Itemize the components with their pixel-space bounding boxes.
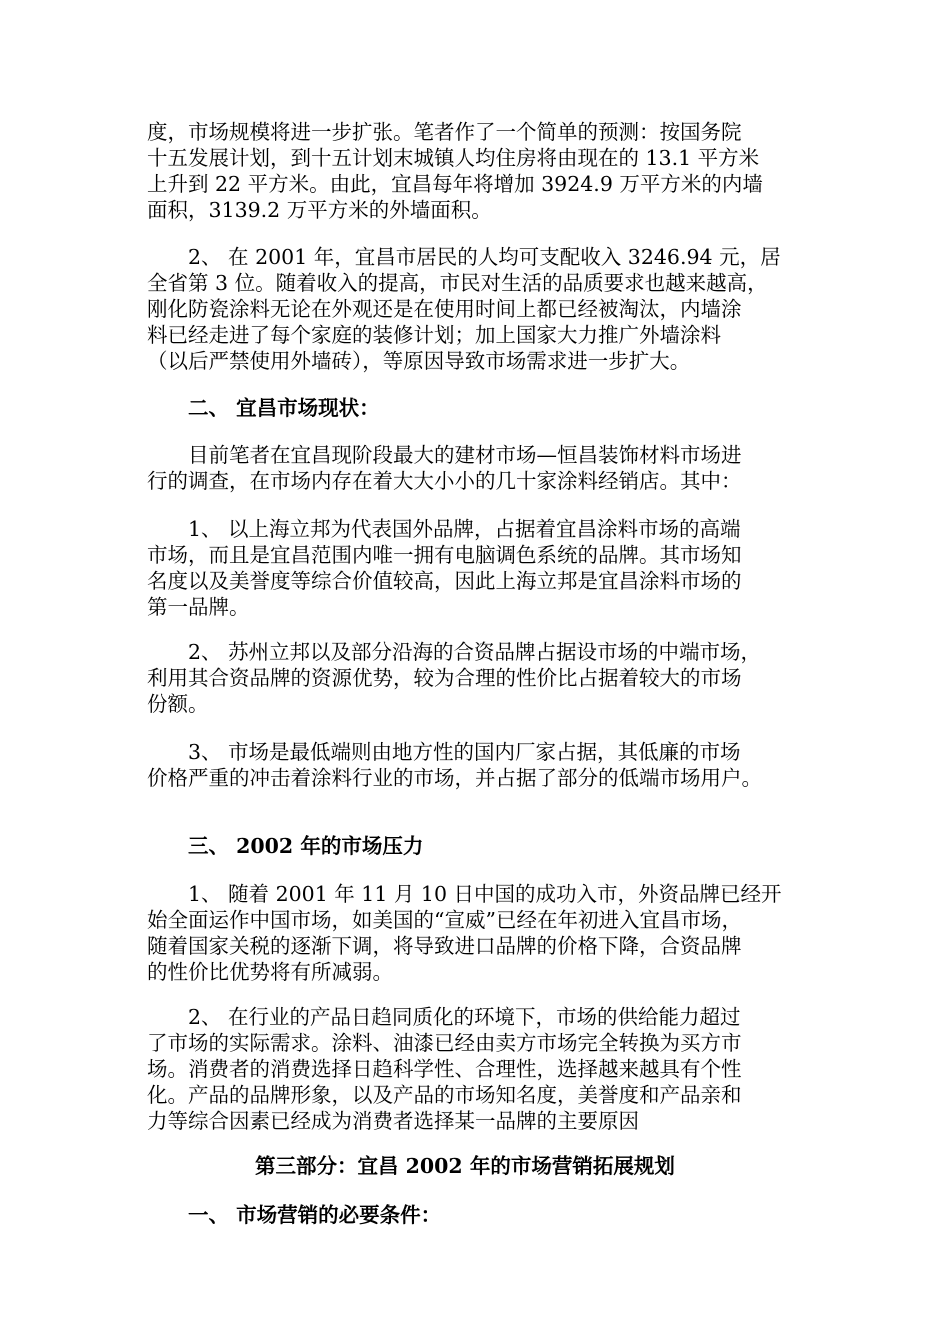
paragraph-line: 料已经走进了每个家庭的装修计划；加上国家大力推广外墙涂料 [147, 323, 721, 347]
paragraph-line: 场。消费者的消费选择日趋科学性、合理性，选择越来越具有个性 [147, 1057, 742, 1081]
paragraph-line: 份额。 [147, 692, 209, 716]
paragraph-line: 力等综合因素已经成为消费者选择某一品牌的主要原因 [147, 1109, 639, 1133]
paragraph-line: 了市场的实际需求。涂料、油漆已经由卖方市场完全转换为买方市 [147, 1031, 742, 1055]
paragraph-line: 3、 市场是最低端则由地方性的国内厂家占据，其低廉的市场 [147, 740, 741, 764]
paragraph-line: 的性价比优势将有所减弱。 [147, 960, 393, 984]
paragraph-line: 全省第 3 位。随着收入的提高，市民对生活的品质要求也越来越高， [147, 271, 768, 295]
paragraph-line: 1、 随着 2001 年 11 月 10 日中国的成功入市，外资品牌已经开 [147, 882, 782, 906]
paragraph-line: 第一品牌。 [147, 595, 250, 619]
paragraph-line: 名度以及美誉度等综合价值较高，因此上海立邦是宜昌涂料市场的 [147, 569, 742, 593]
paragraph-line: 面积，3139.2 万平方米的外墙面积。 [147, 198, 492, 222]
paragraph-line: 2、 苏州立邦以及部分沿海的合资品牌占据设市场的中端市场， [147, 640, 762, 664]
section-heading: 二、 宜昌市场现状： [147, 396, 380, 420]
paragraph-line: 刚化防瓷涂料无论在外观还是在使用时间上都已经被淘汰，内墙涂 [147, 297, 742, 321]
paragraph-line: 上升到 22 平方米。由此，宜昌每年将增加 3924.9 万平方米的内墙 [147, 172, 763, 196]
paragraph-line: （以后严禁使用外墙砖），等原因导致市场需求进一步扩大。 [147, 349, 691, 373]
paragraph-line: 市场，而且是宜昌范围内唯一拥有电脑调色系统的品牌。其市场知 [147, 543, 742, 567]
paragraph-line: 化。产品的品牌形象，以及产品的市场知名度，美誉度和产品亲和 [147, 1083, 742, 1107]
paragraph-line: 随着国家关税的逐渐下调，将导致进口品牌的价格下降，合资品牌 [147, 934, 742, 958]
section-heading: 三、 2002 年的市场压力 [147, 834, 424, 858]
paragraph-line: 度，市场规模将进一步扩张。笔者作了一个简单的预测：按国务院 [147, 120, 742, 144]
paragraph-line: 行的调查，在市场内存在着大大小小的几十家涂料经销店。其中： [147, 469, 742, 493]
section-heading: 一、 市场营销的必要条件： [147, 1203, 442, 1227]
part-heading: 第三部分：宜昌 2002 年的市场营销拓展规划 [255, 1154, 675, 1178]
paragraph-line: 始全面运作中国市场，如美国的“宣威”已经在年初进入宜昌市场， [147, 908, 742, 932]
paragraph-line: 目前笔者在宜昌现阶段最大的建材市场—恒昌装饰材料市场进 [147, 443, 742, 467]
paragraph-line: 2、 在行业的产品日趋同质化的环境下，市场的供给能力超过 [147, 1005, 741, 1029]
paragraph-line: 利用其合资品牌的资源优势，较为合理的性价比占据着较大的市场 [147, 666, 742, 690]
paragraph-line: 十五发展计划，到十五计划末城镇人均住房将由现在的 13.1 平方米 [147, 146, 760, 170]
paragraph-line: 2、 在 2001 年，宜昌市居民的人均可支配收入 3246.94 元，居 [147, 245, 781, 269]
paragraph-line: 1、 以上海立邦为代表国外品牌，占据着宜昌涂料市场的高端 [147, 517, 741, 541]
paragraph-line: 价格严重的冲击着涂料行业的市场，并占据了部分的低端市场用户。 [147, 766, 762, 790]
